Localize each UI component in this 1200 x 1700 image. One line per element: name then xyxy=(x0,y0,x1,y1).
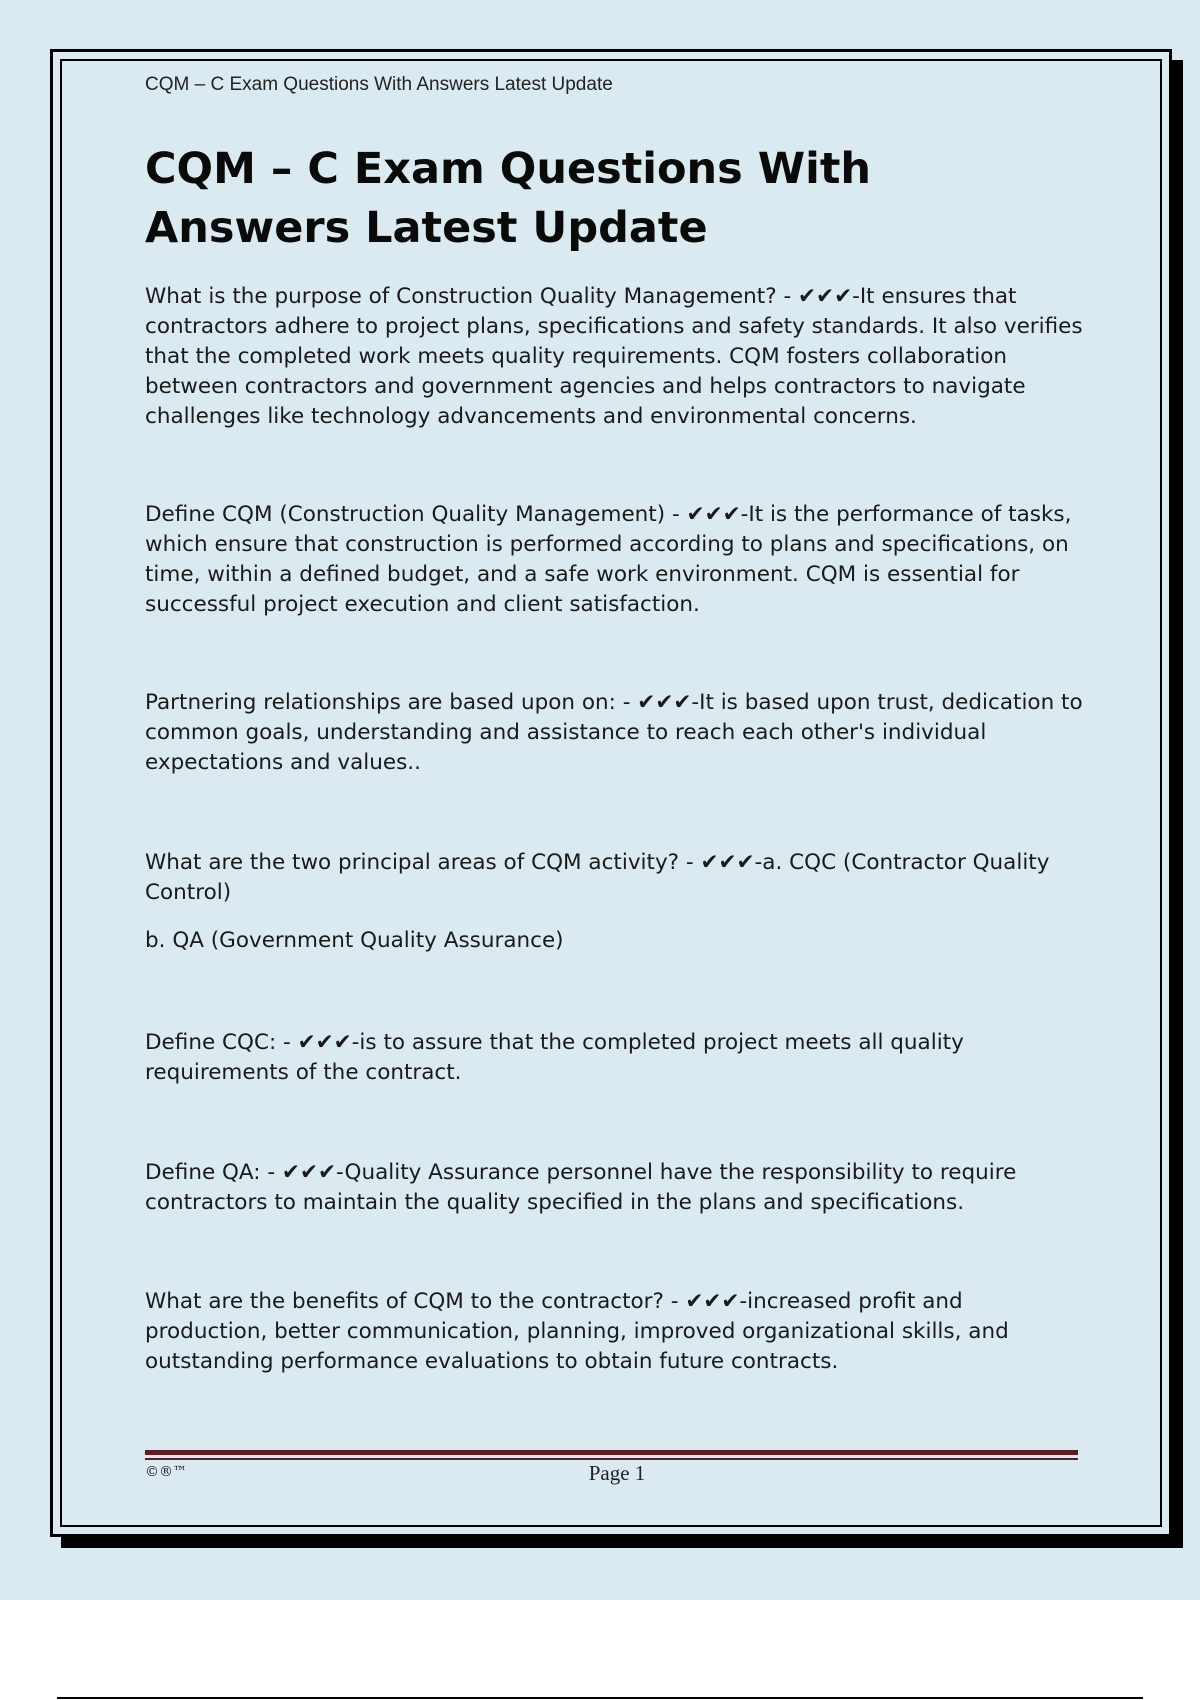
footer-rule-thick xyxy=(145,1450,1078,1455)
next-page-edge-rule xyxy=(57,1697,1143,1699)
document-title: CQM – C Exam Questions With Answers Latest Update xyxy=(145,144,872,253)
qa-entry-7 xyxy=(145,1287,1085,1377)
qa-entry-text: What are the benefits of CQM to the contractor? - ✔✔✔-increased profit and production, better communication, planning, improved organizational skills, and outstanding performance evaluations to obtain future contracts. xyxy=(145,1289,1009,1374)
qa-entry-4 xyxy=(145,848,1085,956)
qa-entry-text: Define QA: - ✔✔✔-Quality Assurance personnel have the responsibility to require contractors to maintain the quality specified in the plans and specifications. xyxy=(145,1160,1017,1215)
qa-entry-3 xyxy=(145,688,1085,778)
running-header: CQM – C Exam Questions With Answers Latest Update xyxy=(145,74,613,95)
qa-entry-text: b. QA (Government Quality Assurance) xyxy=(145,928,564,953)
qa-entry-5 xyxy=(145,1028,1085,1088)
qa-entry-text: Define CQC: - ✔✔✔-is to assure that the completed project meets all quality requirements of the contract. xyxy=(145,1030,964,1085)
qa-entry-6 xyxy=(145,1158,1085,1218)
qa-entry-text: Partnering relationships are based upon on: - ✔✔✔-It is based upon trust, dedication to common goals, understanding and assistance to reach each other's individual expectations and values.. xyxy=(145,690,1083,775)
qa-entry-1 xyxy=(145,282,1085,432)
page-number: Page 1 xyxy=(588,1461,646,1485)
qa-entry-text: What is the purpose of Construction Quality Management? - ✔✔✔-It ensures that contractors adhere to project plans, specifications and safety standards. It also verifies that the completed work meets quality requirements. CQM fosters collaboration between contractors and government agencies and helps contractors to navigate challenges like technology advancements and environmental concerns. xyxy=(145,284,1083,429)
footer-rule-thin xyxy=(145,1458,1078,1460)
qa-entry-text: Define CQM (Construction Quality Management) - ✔✔✔-It is the performance of tasks, which ensure that construction is performed according to plans and specifications, on time, within a defined budget, and a safe work environment. CQM is essential for successful project execution and client satisfaction. xyxy=(145,502,1072,617)
qa-entry-2 xyxy=(145,500,1085,620)
footer-symbols: ©®™ xyxy=(145,1464,187,1480)
qa-entry-text: What are the two principal areas of CQM activity? - ✔✔✔-a. CQC (Contractor Quality Control) xyxy=(145,850,1050,905)
